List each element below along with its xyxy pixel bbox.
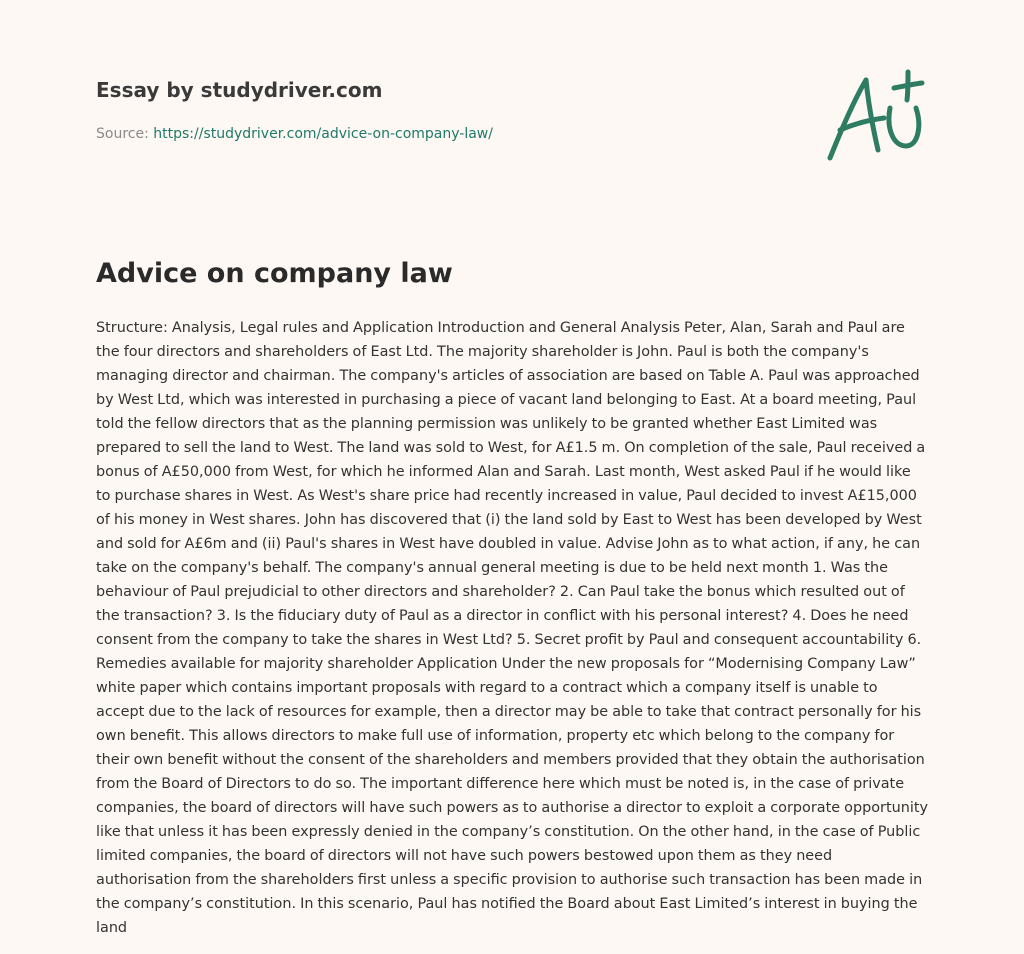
site-title: Essay by studydriver.com [96,78,383,102]
source-link[interactable]: https://studydriver.com/advice-on-company-law/ [153,126,493,142]
a-plus-grade-icon [822,66,928,166]
essay-body: Structure: Analysis, Legal rules and Application Introduction and General Analysis Peter, Alan, Sarah and Paul are the four directors and shareholders of East Ltd. The majority shareholder is John. Paul is both the company's managing director and chairman. The company's articles of association are based on Table A. Paul was approached by West Ltd, which was interested in purchasing a piece of vacant land belonging to East. At a board meeting, Paul told the fellow directors that as the planning permission was unlikely to be granted whether East Limited was prepared to sell the land to West. The land was sold to West, for A£1.5 m. On completion of the sale, Paul received a bonus of A£50,000 from West, for which he informed Alan and Sarah. Last month, West asked Paul if he would like to purchase shares in West. As West's share price had recently increased in value, Paul decided to invest A£15,000 of his money in West shares. John has discovered that (i) the land sold by East to West has been developed by West and sold for A£6m and (ii) Paul's shares in West have doubled in value. Advise John as to what action, if any, he can take on the company's behalf. The company's annual general meeting is due to be held next month 1. Was the behaviour of Paul prejudicial to other directors and shareholder? 2. Can Paul take the bonus which resulted out of the transaction? 3. Is the fiduciary duty of Paul as a director in conflict with his personal interest? 4. Does he need consent from the company to take the shares in West Ltd? 5. Secret profit by Paul and consequent accountability 6. Remedies available for majority shareholder Application Under the new proposals for “Modernising Company Law” white paper which contains important proposals with regard to a contract which a company itself is unable to accept due to the lack of resources for example, then a director may be able to take that contract personally for his own benefit. This allows directors to make full use of information, property etc which belong to the company for their own benefit without the consent of the shareholders and members provided that they obtain the authorisation from the Board of Directors to do so. The important difference here which must be noted is, in the case of private companies, the board of directors will have such powers as to authorise a director to exploit a corporate opportunity like that unless it has been expressly denied in the company’s constitution. On the other hand, in the case of Public limited companies, the board of directors will not have such powers bestowed upon them as they need authorisation from the shareholders first unless a specific provision to authorise such transaction has been made in the company’s constitution. In this scenario, Paul has notified the Board about East Limited’s interest in buying the land [96,320,928,936]
essay-title: Advice on company law [96,258,453,289]
source-label: Source: [96,126,149,142]
source-line [96,124,816,144]
essay-header [96,76,816,144]
